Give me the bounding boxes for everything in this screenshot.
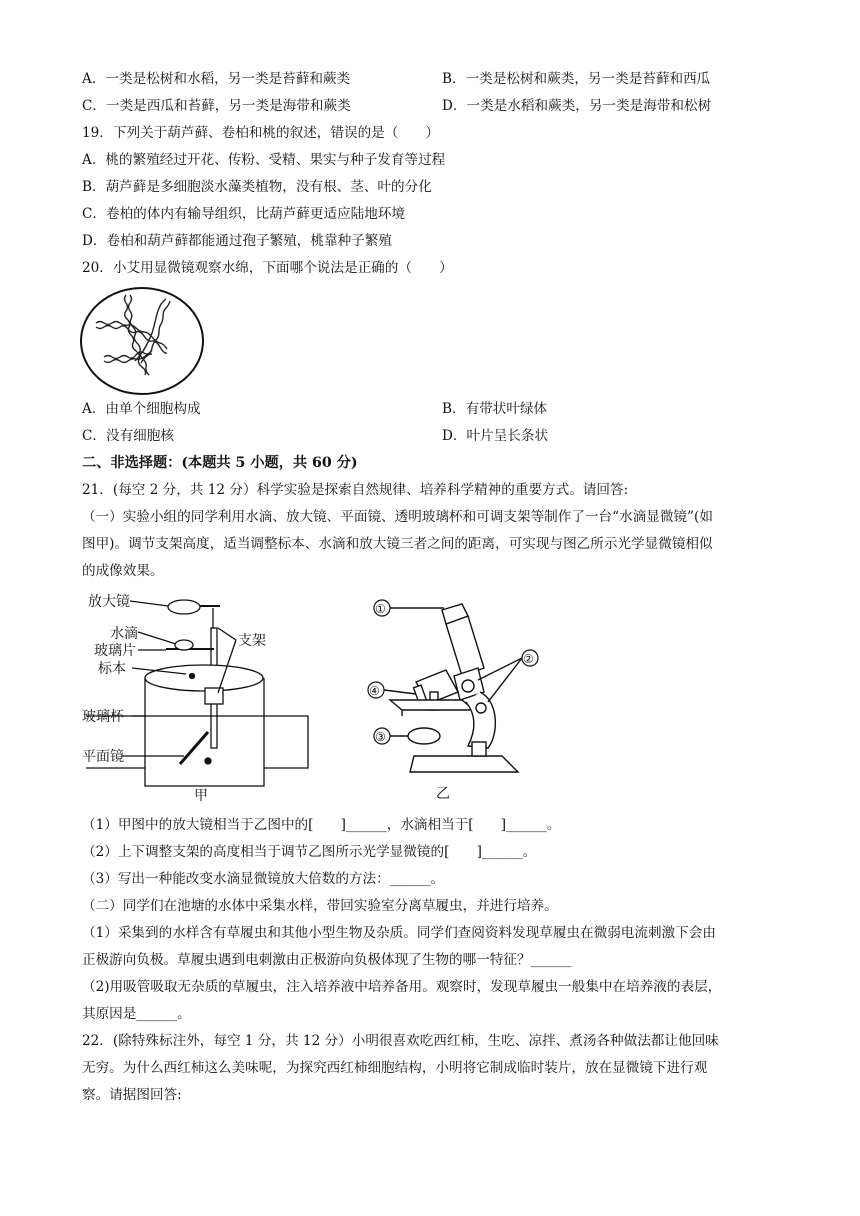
q18-option-b: B．一类是松树和蕨类，另一类是苔藓和西瓜 bbox=[442, 71, 711, 87]
q19-option-d: D．卷柏和葫芦藓都能通过孢子繁殖，桃靠种子繁殖 bbox=[82, 233, 392, 249]
q18-option-d: D．一类是水稻和蕨类，另一类是海带和松树 bbox=[442, 98, 712, 114]
label-stand: 支架 bbox=[238, 633, 266, 649]
q20-stem: 20．小艾用显微镜观察水绵，下面哪个说法是正确的（ ） bbox=[82, 260, 453, 276]
q21-part1-line1: （一）实验小组的同学利用水滴、放大镜、平面镜、透明玻璃杯和可调支架等制作了一台“水滴显微镜”(如 bbox=[82, 509, 713, 525]
q22-line3: 察。请据图回答: bbox=[82, 1087, 182, 1103]
q22-line1: 22．(除特殊标注外，每空 1 分，共 12 分）小明很喜欢吃西红柿，生吃、凉拌、煮汤各种做法都让他回味 bbox=[82, 1033, 719, 1049]
label-water-drop: 水滴 bbox=[110, 626, 138, 642]
section-title: 二、非选择题：(本题共 5 小题，共 60 分) bbox=[82, 455, 358, 471]
label-glass-slide: 玻璃片 bbox=[94, 643, 136, 659]
q19-option-c: C．卷柏的体内有输导组织，比葫芦藓更适应陆地环境 bbox=[82, 206, 406, 222]
label-specimen: 标本 bbox=[98, 661, 126, 677]
q21-stem: 21．(每空 2 分，共 12 分）科学实验是探索自然规律、培养科学精神的重要方式。请回答: bbox=[82, 482, 629, 498]
q21-sub2: （2）上下调整支架的高度相当于调节乙图所示光学显微镜的[ ]______。 bbox=[82, 844, 537, 860]
q21-sub1: （1）甲图中的放大镜相当于乙图中的[ ]______，水滴相当于[ ]______。 bbox=[82, 817, 561, 833]
label-magnifier: 放大镜 bbox=[88, 594, 130, 610]
marker-4: ④ bbox=[369, 684, 380, 698]
spirogyra-figure bbox=[78, 285, 206, 397]
figure-jia-water-drop-microscope bbox=[80, 588, 330, 803]
q21-part2-sub1-line1: （1）采集到的水样含有草履虫和其他小型生物及杂质。同学们查阅资料发现草履虫在微弱电流刺激下会由 bbox=[82, 925, 716, 941]
q21-sub3: （3）写出一种能改变水滴显微镜放大倍数的方法：______。 bbox=[82, 871, 445, 887]
q19-option-a: A．桃的繁殖经过开花、传粉、受精、果实与种子发育等过程 bbox=[82, 152, 446, 168]
q21-part2-sub2-line1: （2)用吸管吸取无杂质的草履虫，注入培养液中培养备用。观察时，发现草履虫一般集中在培养液的表层， bbox=[82, 979, 722, 995]
figure-yi-optical-microscope bbox=[350, 596, 550, 802]
q21-part1-line2: 图甲)。调节支架高度，适当调整标本、水滴和放大镜三者之间的距离，可实现与图乙所示光学显微镜相似 bbox=[82, 536, 713, 552]
q19-stem: 19．下列关于葫芦藓、卷柏和桃的叙述，错误的是（ ） bbox=[82, 125, 440, 141]
q18-option-c: C．一类是西瓜和苔藓，另一类是海带和蕨类 bbox=[82, 98, 351, 114]
q21-part1-line3: 的成像效果。 bbox=[82, 563, 164, 579]
figure-jia-caption: 甲 bbox=[194, 788, 208, 803]
marker-3: ③ bbox=[375, 730, 386, 744]
label-glass-cup: 玻璃杯 bbox=[82, 709, 124, 725]
q22-line2: 无穷。为什么西红柿这么美味呢，为探究西红柿细胞结构，小明将它制成临时装片，放在显微镜下进行观 bbox=[82, 1060, 708, 1076]
q20-option-b: B．有带状叶绿体 bbox=[442, 401, 548, 417]
q20-option-a: A．由单个细胞构成 bbox=[82, 401, 201, 417]
label-plane-mirror: 平面镜 bbox=[82, 749, 124, 765]
q21-part2-sub2-line2: 其原因是______。 bbox=[82, 1006, 191, 1022]
q18-option-a: A．一类是松树和水稻，另一类是苔藓和蕨类 bbox=[82, 71, 351, 87]
figure-yi-caption: 乙 bbox=[436, 786, 450, 802]
q20-option-c: C．没有细胞核 bbox=[82, 428, 174, 444]
q21-part2-sub1-line2: 正极游向负极。草履虫遇到电刺激由正极游向负极体现了生物的哪一特征？______ bbox=[82, 952, 572, 968]
q19-option-b: B．葫芦藓是多细胞淡水藻类植物，没有根、茎、叶的分化 bbox=[82, 179, 432, 195]
q20-option-d: D．叶片呈长条状 bbox=[442, 428, 549, 444]
marker-2: ② bbox=[523, 652, 534, 666]
marker-1: ① bbox=[375, 602, 386, 616]
q21-part2: （二）同学们在池塘的水体中采集水样，带回实验室分离草履虫，并进行培养。 bbox=[82, 898, 558, 914]
